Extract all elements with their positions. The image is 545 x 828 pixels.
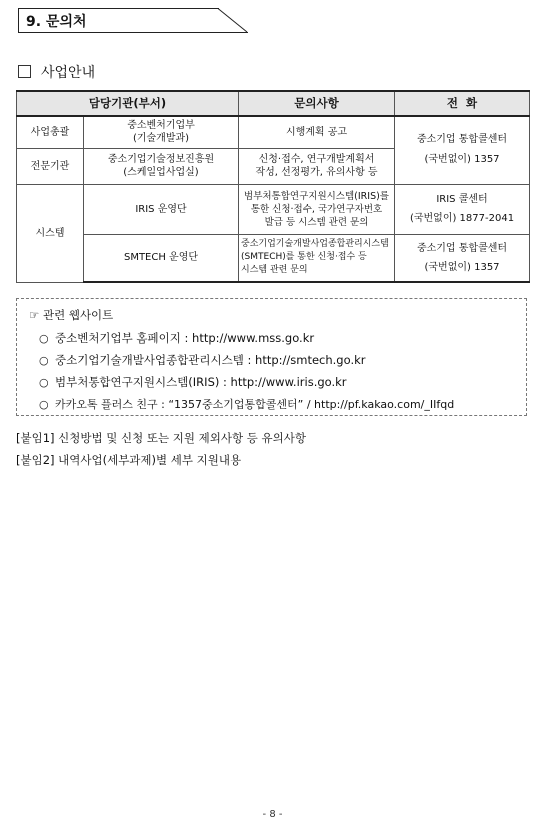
table-header-row (17, 91, 530, 116)
related-websites-box (16, 298, 527, 416)
row-group-label: 사업총괄 (17, 116, 84, 148)
row-phone: 중소기업 통합콜센터 (국번없이) 1357 (395, 234, 530, 282)
website-entry[interactable]: 카카오톡 플러스 친구 : “1357중소기업통합콜센터” / http://pf.kakao.com/_IIfqd (55, 398, 455, 411)
section-heading (18, 8, 248, 34)
section-heading-underline (18, 32, 248, 33)
list-item (39, 371, 454, 393)
row-inquiry: 시행계획 공고 (239, 116, 395, 148)
row-phone: 중소기업 통합콜센터 (국번없이) 1357 (395, 116, 530, 184)
circle-bullet-icon: ○ (39, 398, 49, 411)
row-phone: IRIS 콜센터 (국번없이) 1877-2041 (395, 184, 530, 234)
table-row (17, 116, 530, 148)
row-org: 중소기업기술정보진흥원 (스케일업사업실) (84, 148, 239, 184)
row-group-label: 전문기관 (17, 148, 84, 184)
section-title: 9. 문의처 (26, 14, 87, 30)
related-websites-title: ☞ 관련 웹사이트 (29, 308, 114, 322)
header-phone: 전 화 (395, 91, 530, 116)
subheading (18, 62, 95, 82)
list-item (39, 327, 454, 349)
row-inquiry: 범부처통합연구지원시스템(IRIS)를 통한 신청·접수, 국가연구자번호 발급 등 시스템 관련 문의 (239, 184, 395, 234)
row-org: SMTECH 운영단 (84, 234, 239, 282)
row-inquiry: 신청·접수, 연구개발계획서 작성, 선정평가, 유의사항 등 (239, 148, 395, 184)
row-group-label: 시스템 (17, 184, 84, 282)
table-row (17, 234, 530, 282)
row-inquiry: 중소기업기술개발사업종합관리시스템 (SMTECH)를 통한 신청·접수 등 시스템 관련 문의 (239, 234, 395, 282)
page-number: - 8 - (262, 809, 283, 820)
row-org: IRIS 운영단 (84, 184, 239, 234)
circle-bullet-icon: ○ (39, 354, 49, 367)
attachment-2: [붙임2] 내역사업(세부과제)별 세부 지원내용 (16, 453, 242, 467)
list-item (39, 393, 454, 415)
contact-table (16, 90, 530, 283)
circle-bullet-icon: ○ (39, 332, 49, 345)
subheading-label: 사업안내 (41, 65, 96, 81)
row-org: 중소벤처기업부 (기술개발과) (84, 116, 239, 148)
checkbox-square-icon (18, 65, 31, 78)
list-item (39, 349, 454, 371)
header-org: 담당기관(부서) (17, 91, 239, 116)
attachment-1: [붙임1] 신청방법 및 신청 또는 지원 제외사항 등 유의사항 (16, 431, 306, 445)
circle-bullet-icon: ○ (39, 376, 49, 389)
website-entry[interactable]: 중소벤처기업부 홈페이지 : http://www.mss.go.kr (55, 331, 315, 345)
website-list (39, 327, 454, 415)
table-row (17, 184, 530, 234)
section-heading-slant (213, 8, 248, 33)
website-entry[interactable]: 범부처통합연구지원시스템(IRIS) : http://www.iris.go.kr (55, 375, 347, 389)
header-inquiry: 문의사항 (239, 91, 395, 116)
website-entry[interactable]: 중소기업기술개발사업종합관리시스템 : http://smtech.go.kr (55, 353, 366, 367)
